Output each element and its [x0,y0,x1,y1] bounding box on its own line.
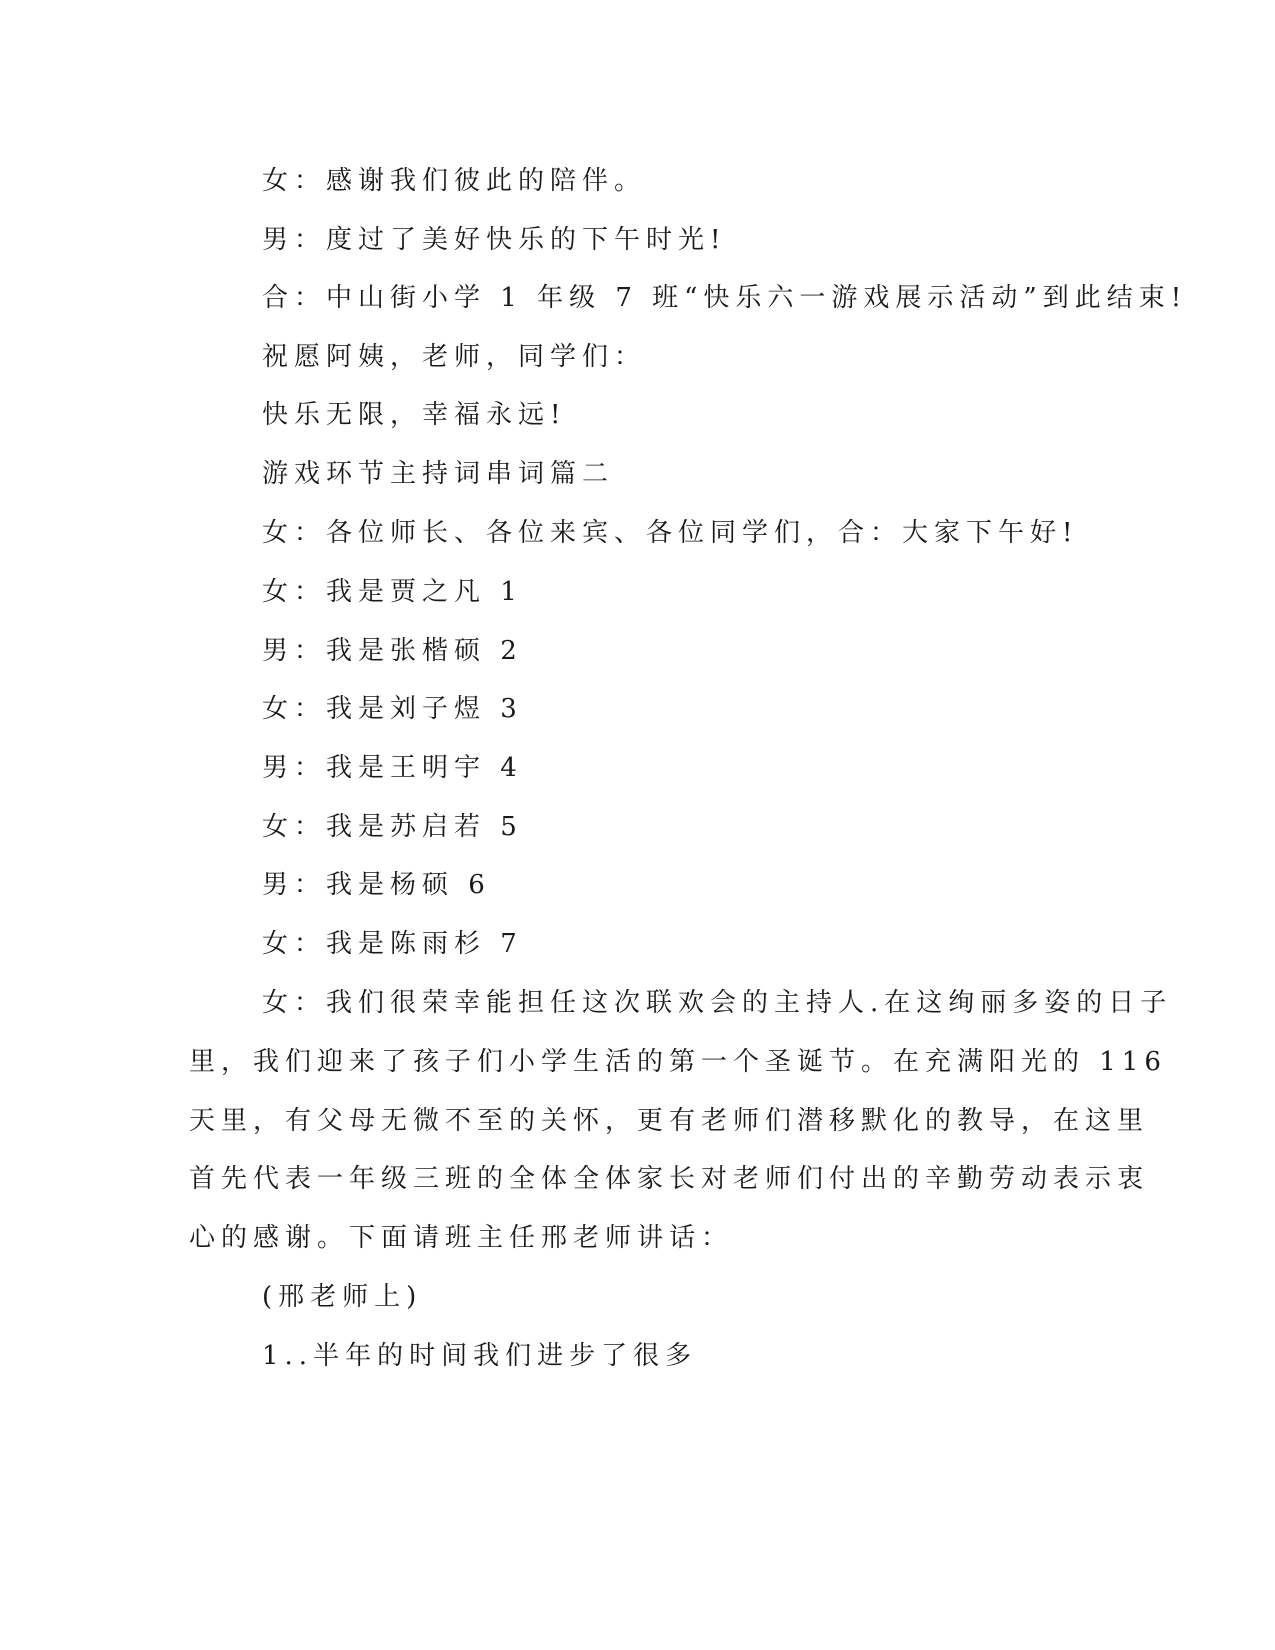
text-line: 女：感谢我们彼此的陪伴。 [262,166,647,196]
text-line: 合：中山街小学 1 年级 7 班“快乐六一游戏展示活动”到此结束! [262,283,1188,313]
text-line: 女：各位师长、各位来宾、各位同学们，合：大家下午好! [262,518,1079,548]
paragraph-line: 心的感谢。下面请班主任邢老师讲话： [189,1223,734,1253]
paragraph-first-line: 女：我们很荣幸能担任这次联欢会的主持人.在这绚丽多姿的日子 [262,988,1173,1018]
text-line: 祝愿阿姨，老师，同学们： [262,342,647,372]
text-line: 快乐无限，幸福永远! [262,400,567,430]
text-line: 男：我是王明宇 4 [262,753,523,783]
stage-direction: (邢老师上) [262,1282,423,1312]
text-line: 女：我是贾之凡 1 [262,577,523,607]
text-line: 女：我是陈雨杉 7 [262,929,523,959]
paragraph-line: 里，我们迎来了孩子们小学生活的第一个圣诞节。在充满阳光的 116 [189,1047,1167,1077]
text-line: 1..半年的时间我们进步了很多 [262,1341,698,1371]
text-line: 男：我是杨硕 6 [262,870,491,900]
paragraph-line: 天里，有父母无微不至的关怀，更有老师们潜移默化的教导，在这里 [189,1106,1150,1136]
section-heading: 游戏环节主持词串词篇二 [262,459,615,489]
text-line: 女：我是苏启若 5 [262,812,523,842]
paragraph-line: 首先代表一年级三班的全体全体家长对老师们付出的辛勤劳动表示衷 [189,1164,1150,1194]
text-line: 男：我是张楷硕 2 [262,636,523,666]
text-line: 男：度过了美好快乐的下午时光! [262,225,727,255]
text-line: 女：我是刘子煜 3 [262,694,523,724]
